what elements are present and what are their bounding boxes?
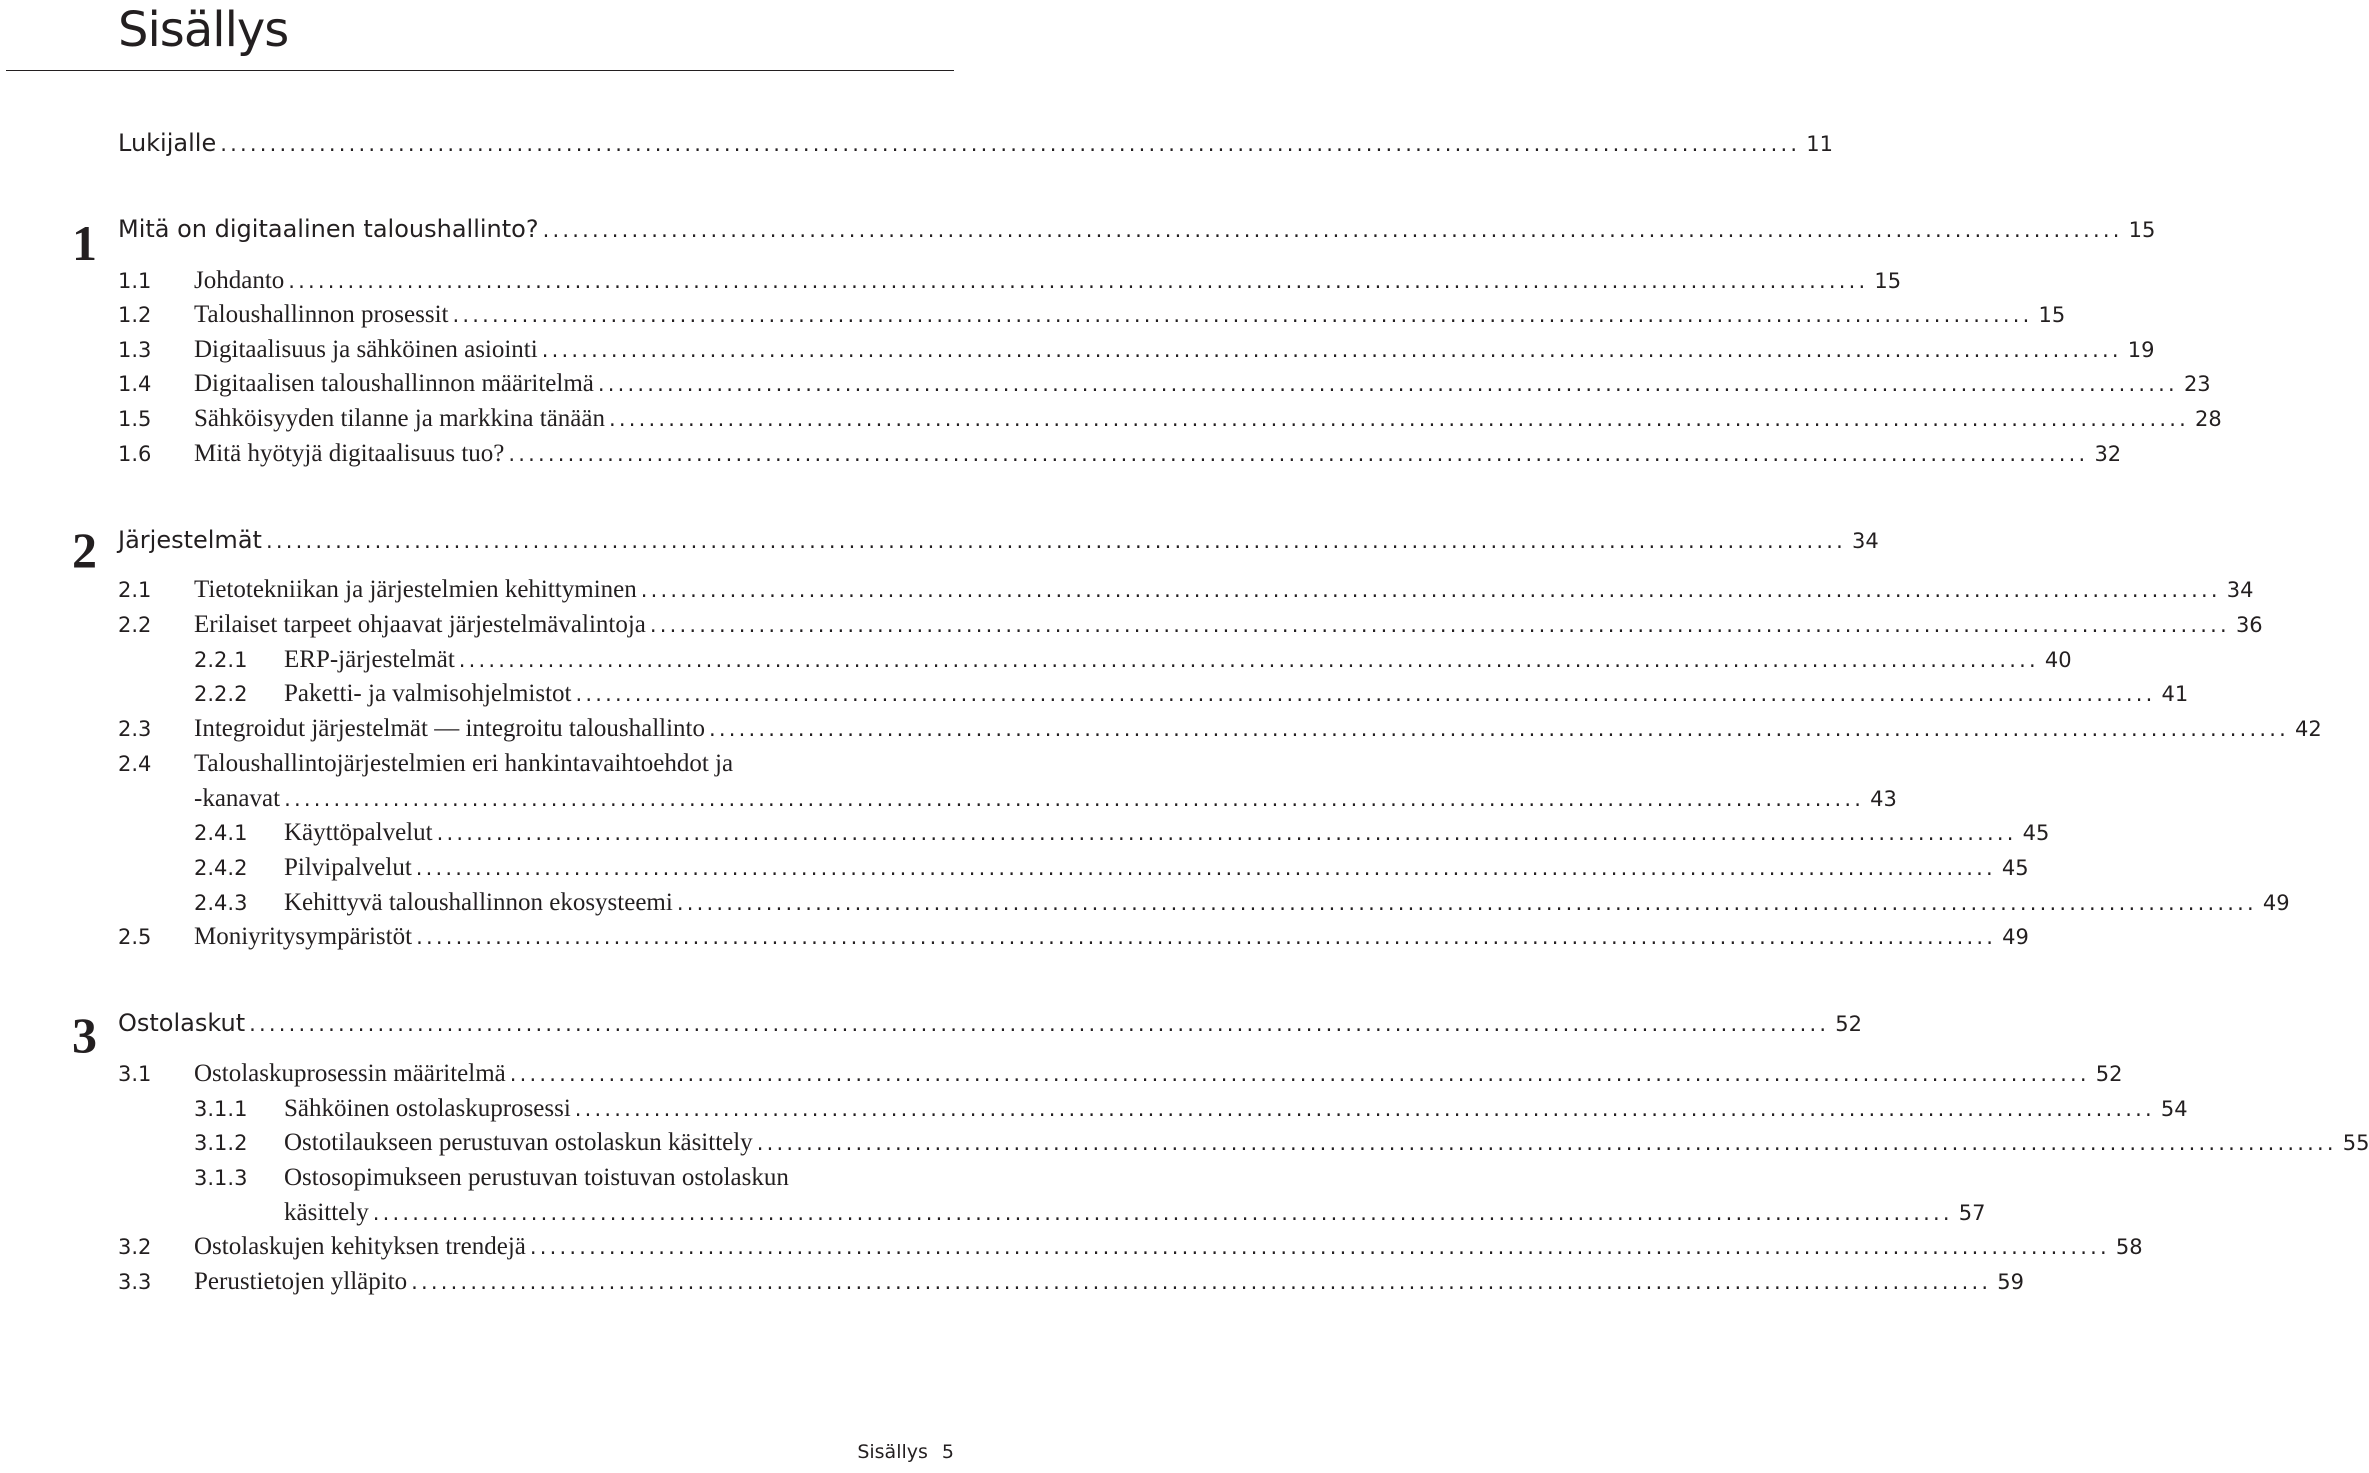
- section-number: 1.6: [118, 442, 152, 466]
- section-page-number: 43: [1870, 787, 1897, 811]
- section-number: 1.4: [118, 372, 152, 396]
- dot-leader: ................................................................................................................................................................: [288, 269, 1869, 293]
- section-title: Erilaiset tarpeet ohjaavat järjestelmävalintoja: [194, 611, 646, 638]
- toc-page-number: 52: [1835, 1012, 1862, 1036]
- section-page-number: 32: [2094, 442, 2122, 466]
- dot-leader: ................................................................................................................................................................: [609, 407, 2190, 431]
- dot-leader: ................................................................................................................................................................: [575, 682, 2156, 706]
- section-page-number: 52: [2095, 1062, 2123, 1086]
- dot-leader: ................................................................................................................................................................: [509, 1062, 2090, 1086]
- section-title: Taloushallinnon prosessit: [194, 301, 449, 328]
- section-title: ERP-järjestelmät: [284, 646, 455, 673]
- section-page-number: 36: [2235, 613, 2263, 637]
- dot-leader: ................................................................................................................................................................: [265, 529, 1846, 553]
- toc-page-number: 34: [1851, 529, 1879, 553]
- section-page-number: 19: [2127, 338, 2155, 362]
- section-page-number: 55: [2342, 1131, 2369, 1155]
- section-page-number: 15: [2038, 303, 2066, 327]
- footer-page-number: 5: [941, 1441, 954, 1463]
- dot-leader: ................................................................................................................................................................: [542, 218, 2123, 242]
- section-title-continued: käsittely: [284, 1199, 369, 1226]
- section-page-number: 45: [2022, 821, 2050, 845]
- section-number: 3.1.2: [194, 1131, 248, 1155]
- section-title: Tietotekniikan ja järjestelmien kehittyminen: [194, 576, 637, 603]
- page-footer: [857, 1441, 954, 1463]
- section-number: 1.3: [118, 338, 152, 362]
- section-number: 2.4.1: [194, 821, 248, 845]
- footer-label: Sisällys: [857, 1441, 928, 1463]
- toc-entry-title: Lukijalle: [118, 129, 217, 157]
- section-page-number: 23: [2183, 372, 2211, 396]
- section-page-number: 57: [1958, 1201, 1986, 1225]
- section-title: Paketti- ja valmisohjelmistot: [284, 680, 572, 707]
- section-title: Kehittyvä taloushallinnon ekosysteemi: [284, 889, 673, 916]
- chapter-number: 2: [72, 522, 97, 578]
- section-page-number: 49: [2002, 925, 2029, 949]
- dot-leader: ................................................................................................................................................................: [508, 442, 2089, 466]
- section-title: Perustietojen ylläpito: [194, 1268, 408, 1295]
- section-title: Pilvipalvelut: [284, 854, 412, 881]
- toc-page-number: 15: [2128, 218, 2156, 242]
- section-page-number: 15: [1874, 269, 1902, 293]
- toc-entry-title: Mitä on digitaalinen taloushallinto?: [118, 215, 539, 243]
- dot-leader: ................................................................................................................................................................: [416, 925, 1997, 949]
- chapter-number: 3: [72, 1007, 97, 1063]
- section-page-number: 45: [2001, 856, 2029, 880]
- section-title: Moniyritysympäristöt: [194, 923, 413, 950]
- toc-entry-title: Ostolaskut: [118, 1009, 246, 1037]
- dot-leader: ................................................................................................................................................................: [220, 132, 1801, 156]
- section-title-continued: -kanavat: [194, 785, 281, 812]
- page-title: Sisällys: [118, 2, 289, 58]
- section-number: 3.3: [118, 1270, 152, 1294]
- section-title: Ostolaskuprosessin määritelmä: [194, 1060, 506, 1087]
- dot-leader: ................................................................................................................................................................: [541, 338, 2122, 362]
- section-page-number: 41: [2161, 682, 2189, 706]
- dot-leader: ................................................................................................................................................................: [284, 787, 1865, 811]
- section-number: 1.1: [118, 269, 152, 293]
- section-number: 2.2.2: [194, 682, 248, 706]
- section-title: Taloushallintojärjestelmien eri hankintavaihtoehdot ja: [194, 750, 734, 777]
- dot-leader: ................................................................................................................................................................: [640, 578, 2221, 602]
- dot-leader: ................................................................................................................................................................: [458, 648, 2039, 672]
- dot-leader: ................................................................................................................................................................: [756, 1131, 2337, 1155]
- dot-leader: ................................................................................................................................................................: [372, 1201, 1953, 1225]
- dot-leader: ................................................................................................................................................................: [574, 1097, 2155, 1121]
- section-title: Integroidut järjestelmät — integroitu taloushallinto: [194, 715, 705, 742]
- section-title: Ostosopimukseen perustuvan toistuvan ostolaskun: [284, 1164, 789, 1191]
- dot-leader: ................................................................................................................................................................: [649, 613, 2230, 637]
- section-number: 3.1.3: [194, 1166, 248, 1190]
- section-number: 2.4: [118, 752, 152, 776]
- dot-leader: ................................................................................................................................................................: [411, 1270, 1992, 1294]
- section-page-number: 59: [1997, 1270, 2024, 1294]
- dot-leader: ................................................................................................................................................................: [249, 1012, 1830, 1036]
- dot-leader: ................................................................................................................................................................: [676, 891, 2257, 915]
- dot-leader: ................................................................................................................................................................: [709, 717, 2290, 741]
- dot-leader: ................................................................................................................................................................: [415, 856, 1996, 880]
- section-number: 2.2.1: [194, 648, 248, 672]
- dot-leader: ................................................................................................................................................................: [597, 372, 2178, 396]
- section-title: Johdanto: [194, 267, 285, 294]
- section-title: Ostolaskujen kehityksen trendejä: [194, 1233, 526, 1260]
- dot-leader: ................................................................................................................................................................: [529, 1235, 2110, 1259]
- dot-leader: ................................................................................................................................................................: [452, 303, 2033, 327]
- section-number: 2.4.3: [194, 891, 248, 915]
- section-page-number: 34: [2226, 578, 2254, 602]
- section-number: 3.1.1: [194, 1097, 248, 1121]
- section-title: Ostotilaukseen perustuvan ostolaskun käsittely: [284, 1129, 753, 1156]
- dot-leader: ................................................................................................................................................................: [436, 821, 2017, 845]
- toc-entry-title: Järjestelmät: [118, 526, 262, 554]
- toc-page-number: 11: [1806, 132, 1833, 156]
- section-page-number: 54: [2160, 1097, 2188, 1121]
- section-number: 2.3: [118, 717, 152, 741]
- section-number: 1.5: [118, 407, 152, 431]
- section-title: Mitä hyötyjä digitaalisuus tuo?: [194, 440, 505, 467]
- section-number: 3.2: [118, 1235, 152, 1259]
- section-number: 3.1: [118, 1062, 152, 1086]
- section-page-number: 49: [2262, 891, 2290, 915]
- section-title: Sähköinen ostolaskuprosessi: [284, 1095, 571, 1122]
- section-title: Digitaalisuus ja sähköinen asiointi: [194, 336, 538, 363]
- section-title: Digitaalisen taloushallinnon määritelmä: [194, 370, 594, 397]
- section-page-number: 42: [2295, 717, 2322, 741]
- section-number: 2.5: [118, 925, 152, 949]
- section-number: 1.2: [118, 303, 152, 327]
- section-page-number: 40: [2044, 648, 2072, 672]
- section-title: Käyttöpalvelut: [284, 819, 433, 846]
- section-page-number: 58: [2115, 1235, 2143, 1259]
- section-number: 2.2: [118, 613, 152, 637]
- section-number: 2.1: [118, 578, 152, 602]
- chapter-number: 1: [72, 215, 97, 271]
- section-title: Sähköisyyden tilanne ja markkina tänään: [194, 405, 605, 432]
- section-number: 2.4.2: [194, 856, 248, 880]
- section-page-number: 28: [2195, 407, 2222, 431]
